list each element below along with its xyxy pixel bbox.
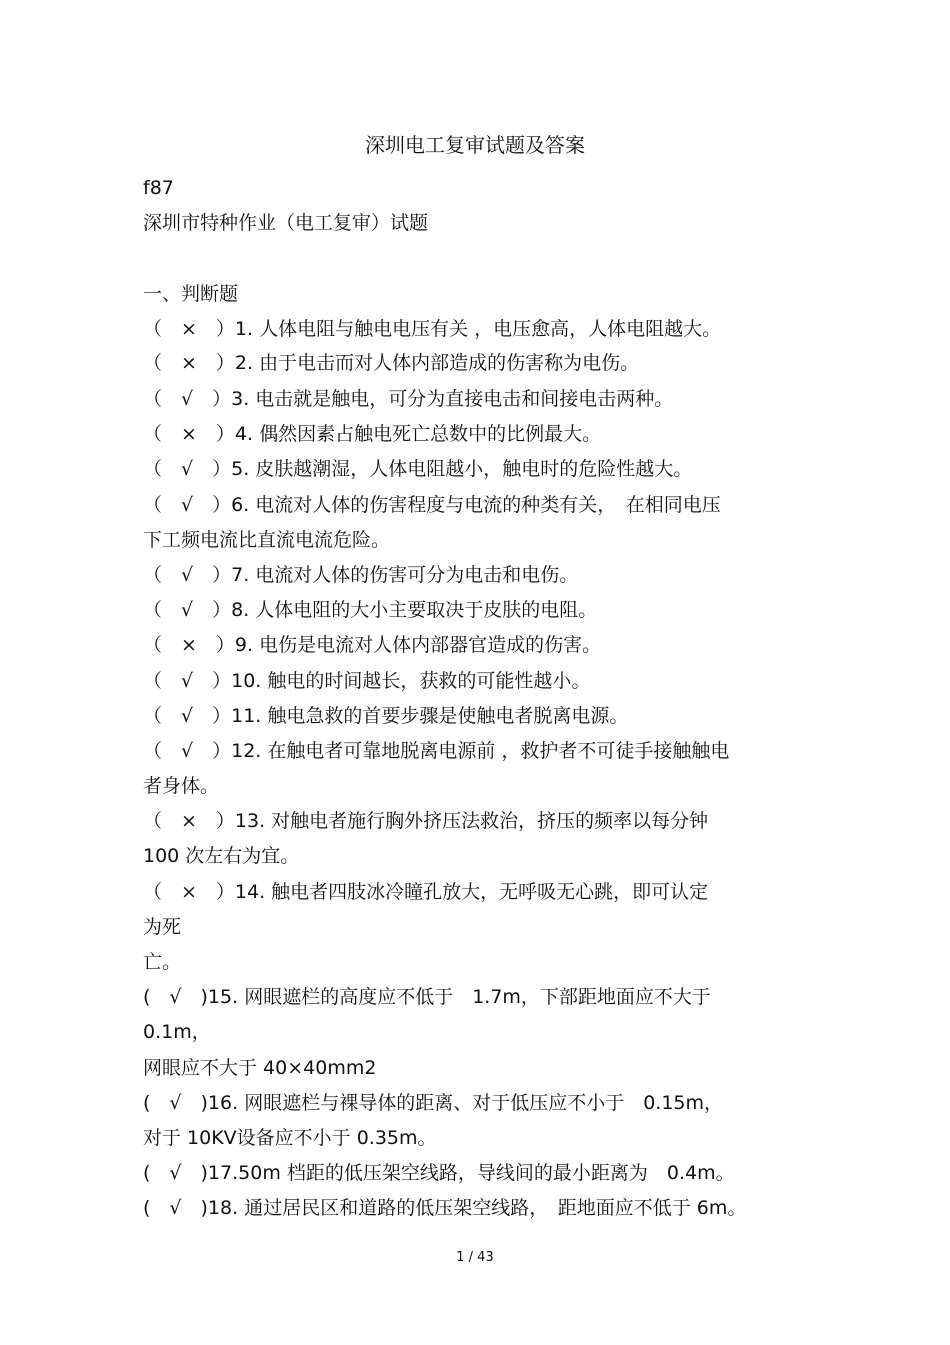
question-line: ( √ )15. 网眼遮栏的高度应不低于 1.7m，下部距地面应不大于 [143, 986, 711, 1008]
question-line: （ √ ）10. 触电的时间越长，获救的可能性越小。 [143, 670, 591, 692]
document-code: f87 [143, 177, 174, 199]
question-line: （ × ）13. 对触电者施行胸外挤压法救治，挤压的频率以每分钟 [143, 810, 709, 832]
question-line: （ × ）1. 人体电阻与触电电压有关 ，电压愈高，人体电阻越大。 [143, 318, 722, 340]
question-line: ( √ )17.50m 档距的低压架空线路，导线间的最小距离为 0.4m。 [143, 1162, 735, 1184]
question-line: 下工频电流比直流电流危险。 [143, 529, 391, 551]
question-line: 对于 10KV设备应不小于 0.35m。 [143, 1127, 437, 1149]
page-number: 1 / 43 [456, 1250, 494, 1265]
question-line: 为死 [143, 916, 182, 938]
question-line: （ √ ）12. 在触电者可靠地脱离电源前 ，救护者不可徒手接触触电 [143, 740, 730, 762]
section-heading: 一、判断题 [143, 283, 239, 305]
document-subtitle: 深圳市特种作业（电工复审）试题 [143, 212, 429, 234]
question-line: （ × ）4. 偶然因素占触电死亡总数中的比例最大。 [143, 423, 602, 445]
question-line: （ √ ）6. 电流对人体的伤害程度与电流的种类有关， 在相同电压 [143, 494, 721, 516]
question-line: （ √ ）7. 电流对人体的伤害可分为电击和电伤。 [143, 564, 579, 586]
question-line: ( √ )16. 网眼遮栏与裸导体的距离、对于低压应不小于 0.15m， [143, 1092, 724, 1114]
question-line: （ √ ）3. 电击就是触电，可分为直接电击和间接电击两种。 [143, 388, 674, 410]
question-line: （ × ）2. 由于电击而对人体内部造成的伤害称为电伤。 [143, 352, 640, 374]
document-title: 深圳电工复审试题及答案 [365, 133, 585, 157]
question-line: （ × ）9. 电伤是电流对人体内部器官造成的伤害。 [143, 634, 602, 656]
question-line: （ × ）14. 触电者四肢冰冷瞳孔放大，无呼吸无心跳，即可认定 [143, 881, 709, 903]
question-line: 亡。 [143, 951, 182, 973]
question-line: （ √ ）5. 皮肤越潮湿，人体电阻越小，触电时的危险性越大。 [143, 458, 693, 480]
question-line: （ √ ）11. 触电急救的首要步骤是使触电者脱离电源。 [143, 705, 629, 727]
question-line: 网眼应不大于 40×40mm2 [143, 1057, 377, 1079]
question-line: （ √ ）8. 人体电阻的大小主要取决于皮肤的电阻。 [143, 599, 598, 621]
question-line: ( √ )18. 通过居民区和道路的低压架空线路， 距地面应不低于 6m。 [143, 1197, 747, 1219]
question-line: 0.1m， [143, 1021, 211, 1043]
question-line: 100 次左右为宜。 [143, 845, 300, 867]
question-line: 者身体。 [143, 775, 220, 797]
